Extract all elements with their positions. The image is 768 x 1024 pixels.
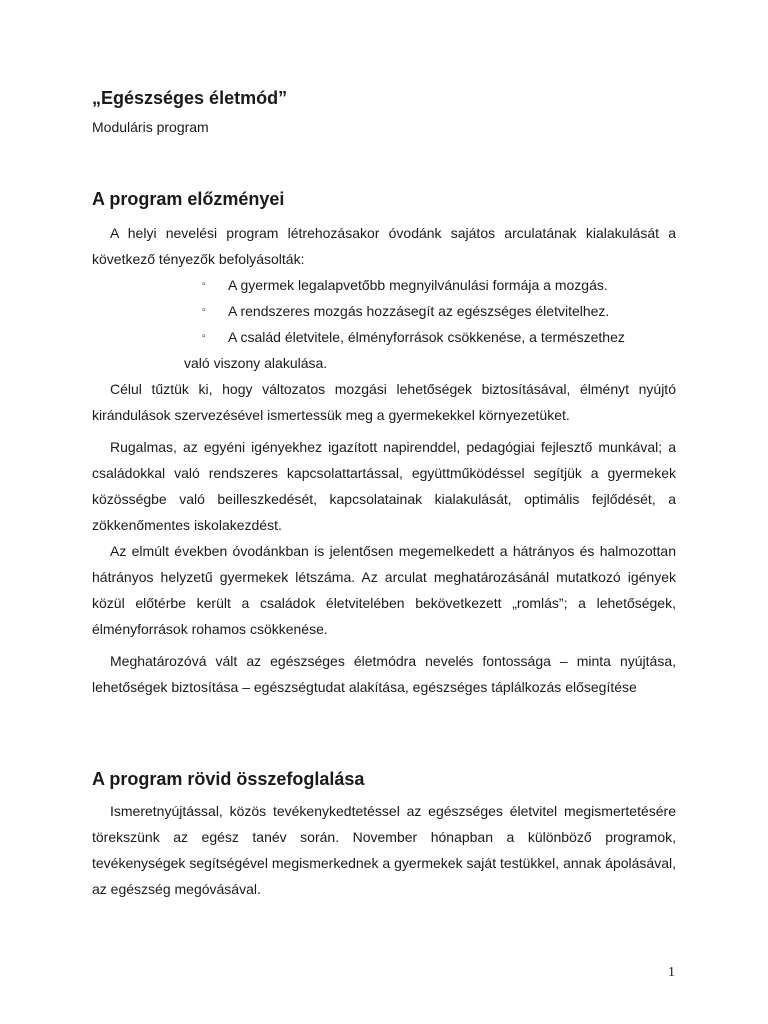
body-paragraph: Ismeretnyújtással, közös tevékenykedtetéssel az egészséges életvitel megismertetésére törekszünk az egész tanév során. November hónapban a különböző programok, tevékenységek segítségével megismerkednek a gyermekek saját testükkel, annak ápolásával, az egészség megóvásával. [92,803,676,897]
document-subtitle: Moduláris program [92,119,209,135]
list-item-continuation: való viszony alakulása. [184,355,328,371]
body-paragraph: Meghatározóvá vált az egészséges életmódra nevelés fontossága – minta nyújtása, lehetőségek biztosítása – egészségtudat alakítása, egészséges táplálkozás elősegítése [92,653,676,695]
section-summary-body [92,798,676,902]
body-paragraph: Célul tűztük ki, hogy változatos mozgási lehetőségek biztosításával, élményt nyújtó kirándulások szervezésével ismertessük meg a gyermekekkel környezetüket. [92,381,676,423]
intro-paragraph: A helyi nevelési program létrehozásakor óvodánk sajátos arculatának kialakulását a következő tényezők befolyásolták: [92,225,676,267]
section-heading-summary: A program rövid összefoglalása [92,769,365,789]
page-number: 1 [668,965,675,980]
section-heading-background: A program előzményei [92,189,285,209]
section-background-body [92,220,676,700]
square-bullet-icon: ▫ [202,305,206,316]
document-title: „Egészséges életmód” [92,88,288,108]
list-item: ▫ A rendszeres mozgás hozzásegít az egészséges életvitelhez. [202,298,676,324]
list-item: ▫ A család életvitele, élményforrások csökkenése, a természethez [202,324,676,350]
square-bullet-icon: ▫ [202,279,206,290]
body-paragraph: Az elmúlt években óvodánkban is jelentősen megemelkedett a hátrányos és halmozottan hátrányos helyzetű gyermekek létszáma. Az arculat meghatározásánál mutatkozó igények közül előtérbe került a családok életvitelében bekövetkezett „romlás”; a lehetőségek, élményforrások rohamos csökkenése. [92,543,676,637]
list-item: ▫ A gyermek legalapvetőbb megnyilvánulási formája a mozgás. [202,272,676,298]
factor-list [92,272,676,350]
square-bullet-icon: ▫ [202,331,206,342]
body-paragraph: Rugalmas, az egyéni igényekhez igazított napirenddel, pedagógiai fejlesztő munkával; a családokkal való rendszeres kapcsolattartással, együttműködéssel segítjük a gyermekek közösségbe való beilleszkedését, kapcsolatainak kialakulását, optimális fejlődését, a zökkenőmentes iskolakezdést. [92,439,676,533]
